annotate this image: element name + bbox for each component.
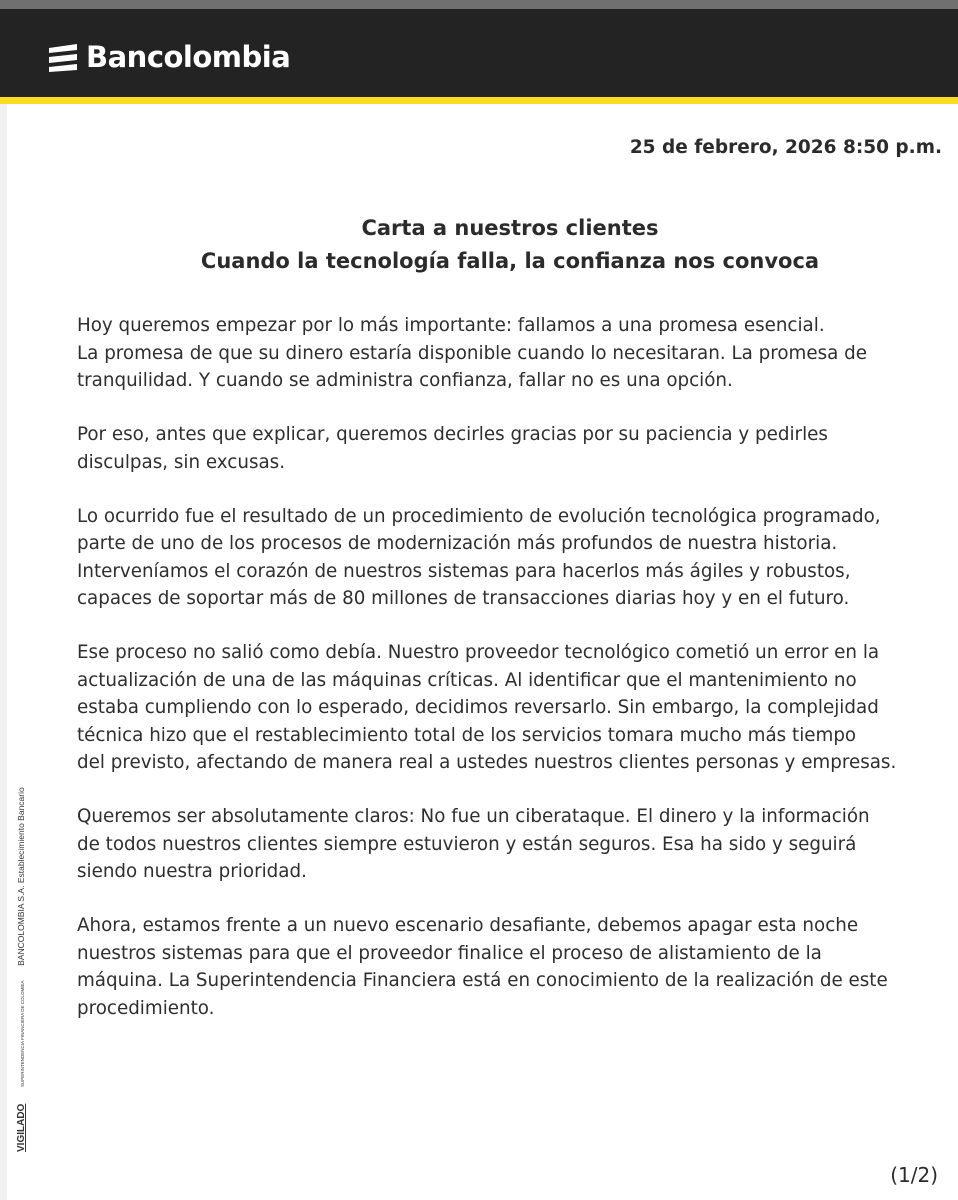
text-line: Interveníamos el corazón de nuestros sistemas para hacerlos más ágiles y robustos, (77, 560, 851, 582)
text-line: tranquilidad. Y cuando se administra confianza, fallar no es una opción. (77, 370, 733, 391)
text-line: del previsto, afectando de manera real a ustedes nuestros clientes personas y empresas. (77, 752, 897, 773)
text-line: de todos nuestros clientes siempre estuvieron y están seguros. Esa ha sido y seguirá (77, 833, 857, 855)
page-number: (1/2) (890, 1163, 938, 1187)
vigilado-label: VIGILADO (16, 1103, 27, 1152)
vigilado-text (16, 787, 27, 1152)
text-line: Ahora, estamos frente a un nuevo escenario desafiante, debemos apagar esta noche (77, 915, 859, 936)
brand-name: Bancolombia (86, 40, 291, 74)
paragraph (77, 803, 933, 886)
text-line: siendo nuestra prioridad. (77, 861, 307, 882)
letter-heading (80, 212, 940, 278)
text-line: nuestros sistemas para que el proveedor finalice el proceso de alistamiento de la (77, 942, 822, 964)
letter-subtitle: Cuando la tecnología falla, la confianza nos convoca (200, 249, 820, 273)
text-line: Lo ocurrido fue el resultado de un procedimiento de evolución tecnológica programado, (77, 505, 881, 527)
text-line: Hoy queremos empezar por lo más importante: fallamos a una promesa esencial. (77, 315, 825, 336)
paragraph (77, 503, 933, 613)
text-line: Ese proceso no salió como debía. Nuestro proveedor tecnológico cometió un error en la (77, 642, 880, 663)
bancolombia-stripes-icon (46, 42, 80, 72)
letter-date: 25 de febrero, 2026 8:50 p.m. (629, 137, 942, 158)
bancolombia-logo (46, 37, 290, 77)
text-line: Por eso, antes que explicar, queremos decirles gracias por su paciencia y pedirles (77, 424, 828, 445)
paragraph (77, 421, 933, 476)
letter-title: Carta a nuestros clientes (361, 216, 659, 240)
paragraph (77, 639, 933, 777)
entity-name: BANCOLOMBIA S.A. Establecimiento Bancario (16, 787, 26, 966)
text-line: Queremos ser absolutamente claros: No fue un ciberataque. El dinero y la información (77, 806, 870, 827)
text-line: capaces de soportar más de 80 millones de transacciones diarias hoy y en el futuro. (77, 588, 850, 609)
text-line: técnica hizo que el restablecimiento total de los servicios tomara mucho más tiempo (77, 724, 857, 746)
window-top-strip (0, 0, 958, 9)
paragraph (77, 912, 933, 1022)
text-line: procedimiento. (77, 997, 215, 1019)
regulator-name: SUPERINTENDENCIA FINANCIERA DE COLOMBIA (20, 980, 25, 1088)
page-edge (0, 104, 7, 1200)
text-line: actualización de una de las máquinas críticas. Al identificar que el mantenimiento no (77, 669, 857, 691)
letter-body (77, 312, 933, 1049)
text-line: La promesa de que su dinero estaría disponible cuando lo necesitaran. La promesa de (77, 342, 867, 364)
letterhead-header (0, 9, 958, 97)
paragraph (77, 312, 933, 395)
text-line: disculpas, sin excusas. (77, 451, 286, 473)
text-line: parte de uno de los procesos de modernización más profundos de nuestra historia. (77, 533, 838, 554)
header-accent-bar (0, 97, 958, 104)
vigilado-seal (14, 787, 40, 1152)
text-line: máquina. La Superintendencia Financiera está en conocimiento de la realización de este (77, 970, 888, 991)
text-line: estaba cumpliendo con lo esperado, decidimos reversarlo. Sin embargo, la complejidad (77, 697, 879, 718)
